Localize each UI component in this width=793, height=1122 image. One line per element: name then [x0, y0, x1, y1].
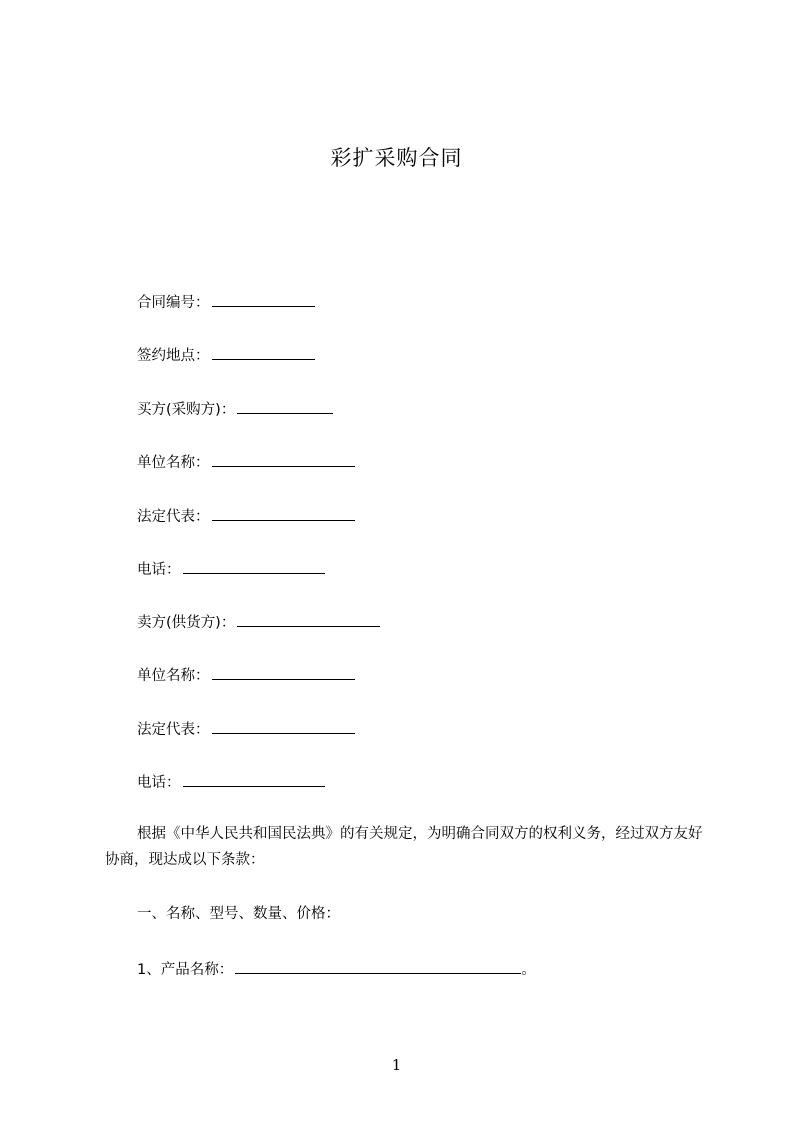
product-name-blank[interactable]: [235, 959, 521, 974]
field-label: 电话：: [137, 775, 181, 791]
field-blank[interactable]: [212, 665, 355, 680]
field-blank[interactable]: [237, 612, 380, 627]
field-blank[interactable]: [212, 292, 315, 307]
field-label: 法定代表：: [137, 509, 210, 525]
field-blank[interactable]: [212, 452, 355, 467]
field-label: 买方(采购方)：: [137, 402, 236, 418]
field-blank[interactable]: [212, 719, 355, 734]
field-seller: [137, 612, 380, 632]
field-buyer-company: [137, 452, 355, 472]
field-blank[interactable]: [183, 559, 325, 574]
field-label: 卖方(供货方)：: [137, 615, 236, 631]
field-label: 单位名称：: [137, 455, 210, 471]
field-blank[interactable]: [183, 772, 325, 787]
field-blank[interactable]: [212, 345, 315, 360]
item-product-name: [137, 959, 536, 979]
field-seller-company: [137, 665, 355, 685]
field-label: 签约地点：: [137, 348, 210, 364]
field-label: 单位名称：: [137, 668, 210, 684]
field-label: 电话：: [137, 562, 181, 578]
item-suffix: 。: [521, 962, 536, 978]
page-number: 1: [391, 1056, 402, 1074]
field-seller-legal-rep: [137, 719, 355, 739]
item-label: 1、产品名称：: [137, 962, 234, 978]
field-contract-number: [137, 292, 315, 312]
intro-text: 根据《中华人民共和国民法典》的有关规定，为明确合同双方的权利义务，经过双方友好协商，现达成以下条款：: [105, 826, 703, 868]
field-seller-phone: [137, 772, 325, 792]
field-buyer-phone: [137, 559, 325, 579]
section-heading: 一、名称、型号、数量、价格：: [137, 906, 340, 922]
intro-paragraph: [105, 821, 705, 873]
field-label: 合同编号：: [137, 295, 210, 311]
field-buyer-legal-rep: [137, 506, 355, 526]
field-signing-place: [137, 345, 315, 365]
document-title: 彩扩采购合同: [330, 146, 463, 170]
field-buyer: [137, 399, 333, 419]
field-label: 法定代表：: [137, 722, 210, 738]
field-blank[interactable]: [212, 506, 355, 521]
field-blank[interactable]: [237, 399, 333, 414]
